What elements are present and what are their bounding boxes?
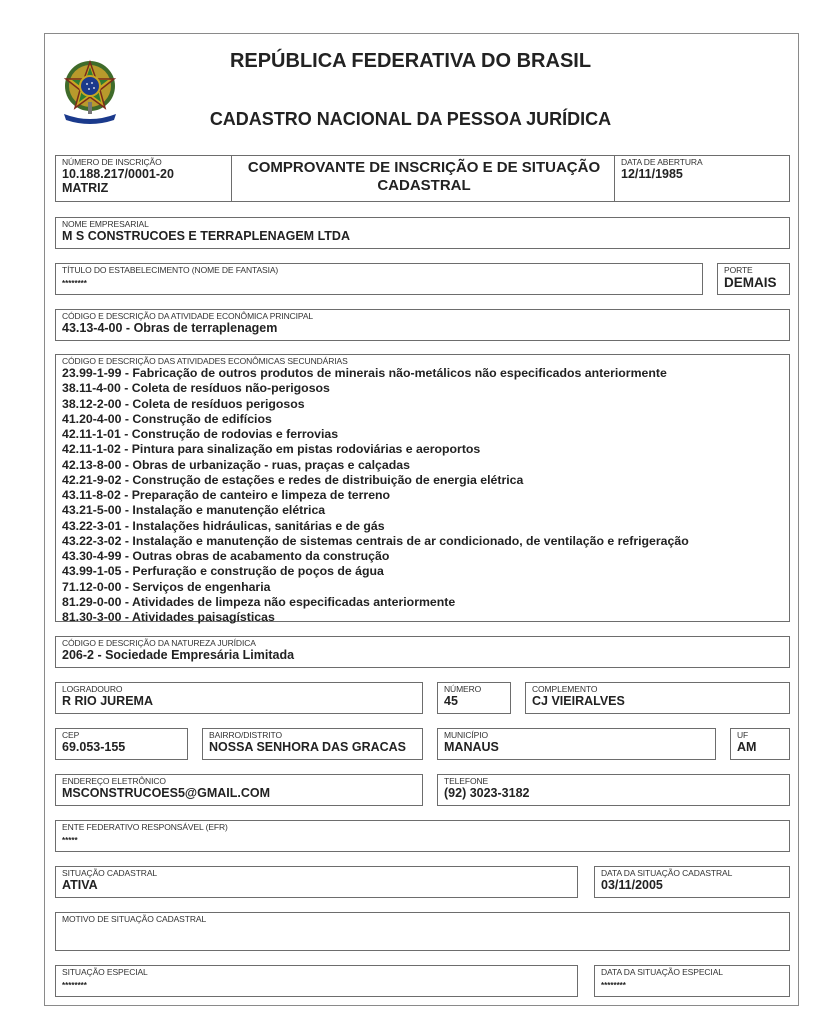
data-situacao-cadastral-value: 03/11/2005	[601, 878, 663, 892]
atividades-secundarias-label: CÓDIGO E DESCRIÇÃO DAS ATIVIDADES ECONÔMICAS SECUNDÁRIAS	[62, 356, 348, 366]
uf-label: UF	[737, 730, 749, 740]
abertura-box	[614, 155, 790, 202]
comprovante-title-line1: COMPROVANTE DE INSCRIÇÃO E DE SITUAÇÃO	[247, 159, 601, 176]
fantasia-box	[55, 263, 703, 295]
atividade-principal-value: 43.13-4-00 - Obras de terraplenagem	[62, 321, 278, 335]
email-value: MSCONSTRUCOES5@GMAIL.COM	[62, 786, 271, 800]
municipio-label: MUNICÍPIO	[444, 730, 488, 740]
complemento-label: COMPLEMENTO	[532, 684, 598, 694]
uf-value: AM	[737, 740, 757, 754]
numero-value: 45	[444, 694, 458, 708]
logradouro-value: R RIO JUREMA	[62, 694, 153, 708]
municipio-value: MANAUS	[444, 740, 499, 754]
list-item: 43.99-1-05 - Perfuração e construção de poços de água	[62, 564, 384, 579]
fantasia-value: ********	[62, 279, 87, 288]
list-item: 43.11-8-02 - Preparação de canteiro e limpeza de terreno	[62, 488, 391, 502]
comprovante-title-line2: CADASTRAL	[377, 177, 471, 194]
list-item: 38.11-4-00 - Coleta de resíduos não-perigosos	[62, 381, 330, 396]
email-box	[55, 774, 423, 806]
list-item: 41.20-4-00 - Construção de edifícios	[62, 411, 272, 426]
complemento-box	[525, 682, 790, 714]
natureza-juridica-value: 206-2 - Sociedade Empresária Limitada	[62, 648, 295, 662]
list-item: 81.30-3-00 - Atividades paisagísticas	[62, 610, 275, 624]
cnpj-value: 10.188.217/0001-20	[62, 167, 174, 181]
list-item: 42.11-1-02 - Pintura para sinalização em pistas rodoviárias e aeroportos	[62, 442, 481, 457]
data-situacao-especial-label: DATA DA SITUAÇÃO ESPECIAL	[601, 967, 723, 977]
list-item: 81.29-0-00 - Atividades de limpeza não especificadas anteriormente	[62, 594, 456, 609]
fantasia-label: TÍTULO DO ESTABELECIMENTO (NOME DE FANTASIA)	[62, 265, 279, 275]
list-item: 42.21-9-02 - Construção de estações e redes de distribuição de energia elétrica	[62, 472, 524, 487]
municipio-box	[437, 728, 716, 760]
porte-box	[717, 263, 790, 295]
atividades-secundarias-box	[55, 354, 790, 622]
uf-box	[730, 728, 790, 760]
situacao-cadastral-value: ATIVA	[62, 878, 98, 892]
page-title: REPÚBLICA FEDERATIVA DO BRASIL	[229, 50, 592, 72]
list-item: 43.30-4-99 - Outras obras de acabamento da construção	[62, 549, 390, 563]
inscricao-label: NÚMERO DE INSCRIÇÃO	[62, 157, 162, 167]
telefone-label: TELEFONE	[444, 776, 489, 786]
logradouro-box	[55, 682, 423, 714]
situacao-cadastral-label: SITUAÇÃO CADASTRAL	[62, 868, 158, 878]
inscricao-box	[55, 155, 232, 202]
numero-label: NÚMERO	[444, 684, 482, 694]
efr-value: *****	[62, 836, 78, 845]
abertura-label: DATA DE ABERTURA	[621, 157, 703, 167]
list-item: 43.21-5-00 - Instalação e manutenção elétrica	[62, 503, 326, 518]
bairro-box	[202, 728, 423, 760]
list-item: 43.22-3-01 - Instalações hidráulicas, sanitárias e de gás	[62, 518, 385, 533]
natureza-juridica-box	[55, 636, 790, 668]
nome-empresarial-label: NOME EMPRESARIAL	[62, 219, 149, 229]
efr-box	[55, 820, 790, 852]
cep-label: CEP	[62, 730, 80, 740]
complemento-value: CJ VIEIRALVES	[532, 694, 625, 708]
atividade-principal-label: CÓDIGO E DESCRIÇÃO DA ATIVIDADE ECONÔMICA PRINCIPAL	[62, 311, 314, 321]
page-subtitle: CADASTRO NACIONAL DA PESSOA JURÍDICA	[209, 109, 612, 129]
porte-label: PORTE	[724, 265, 753, 275]
telefone-value: (92) 3023-3182	[444, 786, 530, 800]
motivo-label: MOTIVO DE SITUAÇÃO CADASTRAL	[62, 914, 207, 924]
bairro-value: NOSSA SENHORA DAS GRACAS	[209, 740, 407, 754]
natureza-juridica-label: CÓDIGO E DESCRIÇÃO DA NATUREZA JURÍDICA	[62, 638, 256, 648]
data-situacao-cadastral-box	[594, 866, 790, 898]
situacao-especial-label: SITUAÇÃO ESPECIAL	[62, 967, 148, 977]
nome-empresarial-box	[55, 217, 790, 249]
situacao-cadastral-box	[55, 866, 578, 898]
telefone-box	[437, 774, 790, 806]
comprovante-box	[231, 155, 615, 202]
situacao-especial-box	[55, 965, 578, 997]
porte-value: DEMAIS	[724, 275, 777, 290]
data-situacao-especial-box	[594, 965, 790, 997]
bairro-label: BAIRRO/DISTRITO	[209, 730, 282, 740]
list-item: 71.12-0-00 - Serviços de engenharia	[62, 579, 271, 594]
list-item: 42.13-8-00 - Obras de urbanização - ruas, praças e calçadas	[62, 457, 410, 472]
atividade-principal-box	[55, 309, 790, 341]
list-item: 23.99-1-99 - Fabricação de outros produtos de minerais não-metálicos não especificados anteriormente	[62, 366, 667, 380]
nome-empresarial-value: M S CONSTRUCOES E TERRAPLENAGEM LTDA	[62, 229, 350, 243]
logradouro-label: LOGRADOURO	[62, 684, 123, 694]
list-item: 38.12-2-00 - Coleta de resíduos perigosos	[62, 396, 305, 411]
cep-box	[55, 728, 188, 760]
data-situacao-especial-value: ********	[601, 981, 626, 990]
cep-value: 69.053-155	[62, 740, 126, 754]
list-item: 42.11-1-01 - Construção de rodovias e ferrovias	[62, 427, 339, 441]
efr-label: ENTE FEDERATIVO RESPONSÁVEL (EFR)	[62, 822, 228, 832]
email-label: ENDEREÇO ELETRÔNICO	[62, 776, 166, 786]
situacao-especial-value: ********	[62, 981, 87, 990]
numero-box	[437, 682, 511, 714]
list-item: 43.22-3-02 - Instalação e manutenção de sistemas centrais de ar condicionado, de ventilação e refrigeração	[62, 533, 689, 548]
abertura-value: 12/11/1985	[621, 167, 683, 181]
atividades-secundarias-list	[62, 366, 689, 625]
data-situacao-cadastral-label: DATA DA SITUAÇÃO CADASTRAL	[601, 868, 733, 878]
tipo-value: MATRIZ	[62, 181, 109, 195]
motivo-box	[55, 912, 790, 951]
